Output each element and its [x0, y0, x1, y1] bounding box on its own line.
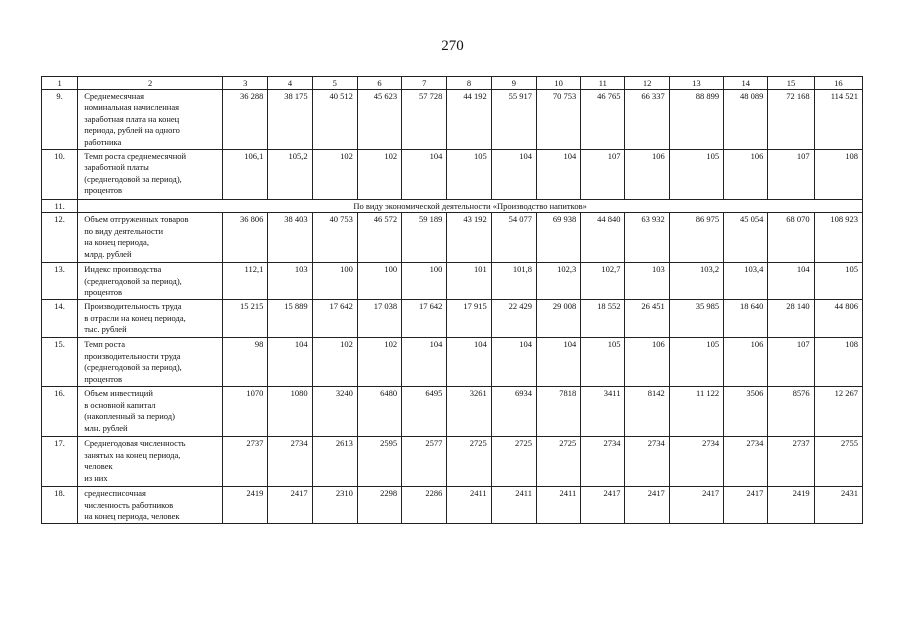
table-cell: 44 806	[814, 300, 862, 338]
table-cell: 3411	[581, 387, 625, 437]
table-row	[42, 300, 863, 338]
row-label: Среднемесячная номинальная начисленная заработная плата на конец периода, рублей на одного работника	[78, 90, 223, 150]
table-cell: 7818	[536, 387, 580, 437]
table-cell: 2298	[357, 487, 401, 524]
table-cell: 26 451	[625, 300, 669, 338]
table-row	[42, 263, 863, 300]
table-cell: 2755	[814, 437, 862, 487]
table-cell: 2411	[536, 487, 580, 524]
table-row	[42, 487, 863, 524]
data-table	[41, 76, 863, 524]
table-cell: 104	[402, 150, 447, 200]
table-cell: 6480	[357, 387, 401, 437]
table-cell: 100	[312, 263, 357, 300]
table-row	[42, 338, 863, 387]
table-row	[42, 150, 863, 200]
table-cell: 2577	[402, 437, 447, 487]
table-cell: 2417	[625, 487, 669, 524]
column-header: 3	[223, 77, 268, 90]
table-cell: 101,8	[491, 263, 536, 300]
table-cell: 107	[768, 338, 814, 387]
table-cell: 103	[268, 263, 312, 300]
table-row	[42, 213, 863, 263]
table-cell: 38 175	[268, 90, 312, 150]
column-header: 2	[78, 77, 223, 90]
table-cell: 104	[447, 338, 491, 387]
row-number: 12.	[42, 213, 78, 263]
table-cell: 40 753	[312, 213, 357, 263]
page-number: 270	[441, 38, 464, 54]
table-cell: 17 038	[357, 300, 401, 338]
table-cell: 100	[402, 263, 447, 300]
table-cell: 29 008	[536, 300, 580, 338]
table-cell: 102,3	[536, 263, 580, 300]
table-row	[42, 90, 863, 150]
table-cell: 102	[357, 338, 401, 387]
table-cell: 2734	[669, 437, 723, 487]
table-cell: 18 552	[581, 300, 625, 338]
table-cell: 2734	[581, 437, 625, 487]
row-number: 16.	[42, 387, 78, 437]
table-cell: 2417	[669, 487, 723, 524]
table-cell: 57 728	[402, 90, 447, 150]
table-cell: 88 899	[669, 90, 723, 150]
row-number: 11.	[42, 200, 78, 213]
table-cell: 104	[536, 338, 580, 387]
row-label: Объем инвестиций в основной капитал (накопленный за период) млн. рублей	[78, 387, 223, 437]
table-cell: 1080	[268, 387, 312, 437]
table-cell: 43 192	[447, 213, 491, 263]
table-cell: 22 429	[491, 300, 536, 338]
table-cell: 2431	[814, 487, 862, 524]
table-cell: 108	[814, 338, 862, 387]
row-label: среднесписочная численность работников на конец периода, человек	[78, 487, 223, 524]
table-cell: 46 572	[357, 213, 401, 263]
table-cell: 2725	[491, 437, 536, 487]
table-cell: 6934	[491, 387, 536, 437]
table-cell: 102,7	[581, 263, 625, 300]
table-cell: 106	[625, 150, 669, 200]
row-number: 9.	[42, 90, 78, 150]
table-cell: 15 215	[223, 300, 268, 338]
table-cell: 108	[814, 150, 862, 200]
table-cell: 3506	[724, 387, 768, 437]
table-cell: 103	[625, 263, 669, 300]
table-cell: 17 642	[402, 300, 447, 338]
table-cell: 2419	[223, 487, 268, 524]
table-cell: 102	[312, 150, 357, 200]
table-cell: 103,2	[669, 263, 723, 300]
column-header: 6	[357, 77, 401, 90]
table-cell: 72 168	[768, 90, 814, 150]
table-cell: 12 267	[814, 387, 862, 437]
table-cell: 40 512	[312, 90, 357, 150]
table-cell: 104	[402, 338, 447, 387]
table-cell: 108 923	[814, 213, 862, 263]
row-label: Индекс производства (среднегодовой за период), процентов	[78, 263, 223, 300]
column-header: 13	[669, 77, 723, 90]
table-cell: 46 765	[581, 90, 625, 150]
table-cell: 100	[357, 263, 401, 300]
table-cell: 66 337	[625, 90, 669, 150]
table-cell: 105	[814, 263, 862, 300]
table-cell: 48 089	[724, 90, 768, 150]
table-cell: 106	[625, 338, 669, 387]
table-cell: 17 642	[312, 300, 357, 338]
table-cell: 1070	[223, 387, 268, 437]
section-title: По виду экономической деятельности «Производство напитков»	[78, 200, 863, 213]
table-cell: 36 288	[223, 90, 268, 150]
row-number: 17.	[42, 437, 78, 487]
column-header: 4	[268, 77, 312, 90]
table-cell: 86 975	[669, 213, 723, 263]
table-cell: 28 140	[768, 300, 814, 338]
table-cell: 8576	[768, 387, 814, 437]
column-header: 7	[402, 77, 447, 90]
table-cell: 2725	[536, 437, 580, 487]
table-cell: 107	[581, 150, 625, 200]
table-cell: 17 915	[447, 300, 491, 338]
table-cell: 104	[536, 150, 580, 200]
table-cell: 59 189	[402, 213, 447, 263]
column-header: 15	[768, 77, 814, 90]
column-header: 12	[625, 77, 669, 90]
table-cell: 104	[268, 338, 312, 387]
header-row	[42, 77, 863, 90]
table-cell: 35 985	[669, 300, 723, 338]
section-row	[42, 200, 863, 213]
table-cell: 105	[669, 338, 723, 387]
table-cell: 112,1	[223, 263, 268, 300]
table-cell: 105	[581, 338, 625, 387]
table-cell: 44 192	[447, 90, 491, 150]
table-cell: 15 889	[268, 300, 312, 338]
table-cell: 2286	[402, 487, 447, 524]
table-cell: 45 623	[357, 90, 401, 150]
column-header: 10	[536, 77, 580, 90]
table-cell: 106,1	[223, 150, 268, 200]
table-cell: 2734	[724, 437, 768, 487]
table-cell: 101	[447, 263, 491, 300]
column-header: 8	[447, 77, 491, 90]
table-cell: 2417	[268, 487, 312, 524]
table-cell: 2737	[223, 437, 268, 487]
table-cell: 2411	[491, 487, 536, 524]
table-cell: 2411	[447, 487, 491, 524]
column-header: 11	[581, 77, 625, 90]
table-cell: 70 753	[536, 90, 580, 150]
table-cell: 105,2	[268, 150, 312, 200]
table-cell: 2734	[625, 437, 669, 487]
row-label: Объем отгруженных товаров по виду деятельности на конец периода, млрд. рублей	[78, 213, 223, 263]
table-cell: 2734	[268, 437, 312, 487]
row-label: Среднегодовая численность занятых на конец периода, человек из них	[78, 437, 223, 487]
table-cell: 2417	[724, 487, 768, 524]
table-cell: 114 521	[814, 90, 862, 150]
row-number: 10.	[42, 150, 78, 200]
table-cell: 105	[447, 150, 491, 200]
table-cell: 2310	[312, 487, 357, 524]
table-cell: 104	[491, 150, 536, 200]
table-cell: 55 917	[491, 90, 536, 150]
table-cell: 44 840	[581, 213, 625, 263]
column-header: 16	[814, 77, 862, 90]
table-row	[42, 387, 863, 437]
table-cell: 107	[768, 150, 814, 200]
table-cell: 2417	[581, 487, 625, 524]
table-cell: 105	[669, 150, 723, 200]
table-cell: 3240	[312, 387, 357, 437]
table-cell: 104	[491, 338, 536, 387]
table-cell: 2419	[768, 487, 814, 524]
row-number: 18.	[42, 487, 78, 524]
row-label: Производительность труда в отрасли на конец периода, тыс. рублей	[78, 300, 223, 338]
column-header: 5	[312, 77, 357, 90]
table-cell: 63 932	[625, 213, 669, 263]
table-cell: 68 070	[768, 213, 814, 263]
row-number: 15.	[42, 338, 78, 387]
table-cell: 11 122	[669, 387, 723, 437]
table-cell: 98	[223, 338, 268, 387]
table-cell: 102	[357, 150, 401, 200]
table-cell: 38 403	[268, 213, 312, 263]
table-cell: 36 806	[223, 213, 268, 263]
table-cell: 2613	[312, 437, 357, 487]
table-cell: 45 054	[724, 213, 768, 263]
table-cell: 8142	[625, 387, 669, 437]
row-label: Темп роста производительности труда (среднегодовой за период), процентов	[78, 338, 223, 387]
table-cell: 69 938	[536, 213, 580, 263]
table-cell: 3261	[447, 387, 491, 437]
table-cell: 6495	[402, 387, 447, 437]
row-label: Темп роста среднемесячной заработной платы (среднегодовой за период), процентов	[78, 150, 223, 200]
table-cell: 54 077	[491, 213, 536, 263]
table-cell: 18 640	[724, 300, 768, 338]
column-header: 9	[491, 77, 536, 90]
column-header: 1	[42, 77, 78, 90]
table-cell: 106	[724, 338, 768, 387]
table-cell: 2737	[768, 437, 814, 487]
row-number: 13.	[42, 263, 78, 300]
column-header: 14	[724, 77, 768, 90]
table-cell: 2595	[357, 437, 401, 487]
table-row	[42, 437, 863, 487]
table-cell: 102	[312, 338, 357, 387]
table-cell: 103,4	[724, 263, 768, 300]
table-cell: 106	[724, 150, 768, 200]
table-cell: 104	[768, 263, 814, 300]
table-cell: 2725	[447, 437, 491, 487]
row-number: 14.	[42, 300, 78, 338]
